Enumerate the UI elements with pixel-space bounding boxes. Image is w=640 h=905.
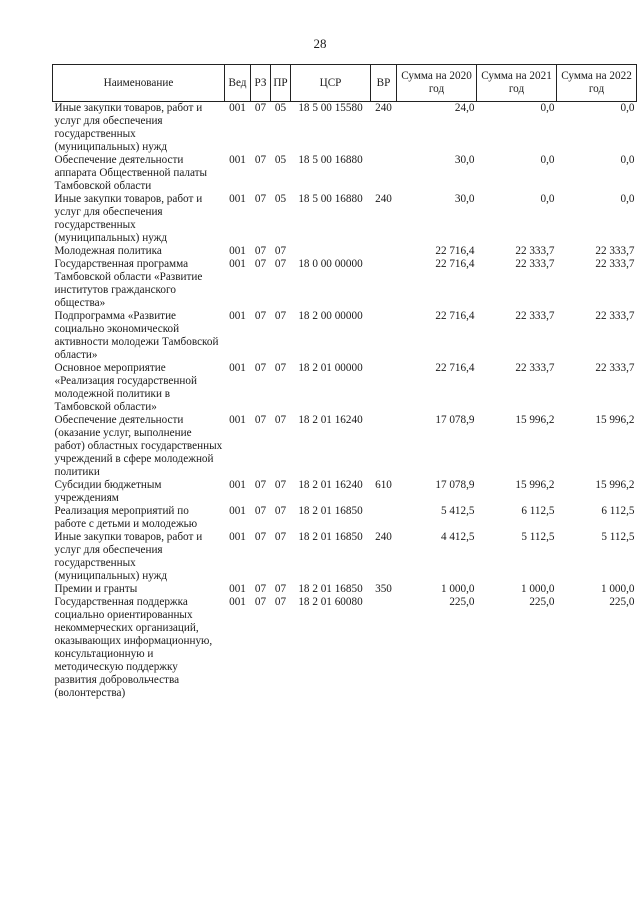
row-vr: 240 [375, 531, 392, 543]
row-rz: 07 [254, 258, 267, 270]
row-sum-2022: 22 333,7 [595, 362, 635, 374]
table-row [53, 258, 637, 310]
row-sum-2020: 4 412,5 [440, 531, 475, 543]
header-rz: РЗ [251, 65, 271, 102]
row-name: Обеспечение деятельности аппарата Общественной палаты Тамбовской области [54, 154, 208, 192]
row-sum-2022: 0,0 [620, 154, 635, 166]
table-row [53, 596, 637, 700]
row-rz: 07 [254, 505, 267, 517]
row-sum-2020: 22 716,4 [435, 362, 475, 374]
row-name: Субсидии бюджетным учреждениям [54, 479, 162, 504]
row-vr [371, 596, 397, 700]
row-ved: 001 [229, 505, 246, 517]
row-ved: 001 [229, 362, 246, 374]
row-sum-2021: 15 996,2 [515, 479, 555, 491]
row-name: Основное мероприятие «Реализация государственной молодежной политики в Тамбовской области» [54, 362, 197, 413]
row-sum-2020: 5 412,5 [440, 505, 475, 517]
row-ved: 001 [229, 154, 246, 166]
row-csr: 18 2 01 16850 [298, 505, 363, 517]
row-csr: 18 5 00 16880 [298, 154, 363, 166]
row-vr: 610 [375, 479, 392, 491]
row-csr: 18 2 01 16850 [298, 531, 363, 543]
row-pr: 05 [274, 154, 287, 166]
row-vr [371, 505, 397, 531]
row-rz: 07 [254, 154, 267, 166]
row-sum-2020: 30,0 [454, 154, 475, 166]
row-vr [371, 414, 397, 479]
row-vr: 240 [375, 193, 392, 205]
row-name: Реализация мероприятий по работе с детьми и молодежью [54, 505, 198, 530]
table-row [53, 193, 637, 245]
row-rz: 07 [254, 362, 267, 374]
row-pr: 07 [274, 362, 287, 374]
row-sum-2020: 22 716,4 [435, 258, 475, 270]
row-sum-2022: 15 996,2 [595, 414, 635, 426]
row-pr: 07 [274, 258, 287, 270]
row-sum-2021: 0,0 [540, 102, 555, 114]
table-row [53, 362, 637, 414]
row-sum-2021: 22 333,7 [515, 258, 555, 270]
budget-table [52, 64, 637, 700]
row-rz: 07 [254, 102, 267, 114]
row-sum-2022: 22 333,7 [595, 245, 635, 257]
row-sum-2021: 1 000,0 [520, 583, 555, 595]
row-sum-2022: 22 333,7 [595, 310, 635, 322]
row-sum-2021: 15 996,2 [515, 414, 555, 426]
row-rz: 07 [254, 479, 267, 491]
row-pr: 07 [274, 310, 287, 322]
row-csr: 18 2 01 60080 [298, 596, 363, 608]
table-row [53, 245, 637, 258]
table-row [53, 310, 637, 362]
row-csr: 18 2 01 00000 [298, 362, 363, 374]
row-csr: 18 5 00 15580 [298, 102, 363, 114]
row-vr: 240 [375, 102, 392, 114]
row-csr: 18 5 00 16880 [298, 193, 363, 205]
row-csr [291, 245, 371, 258]
header-csr: ЦСР [291, 65, 371, 102]
row-name: Подпрограмма «Развитие социально экономической активности молодежи Тамбовской области» [54, 310, 219, 361]
row-name: Премии и гранты [54, 583, 138, 595]
row-pr: 07 [274, 583, 287, 595]
header-ved: Вед [225, 65, 251, 102]
row-ved: 001 [229, 102, 246, 114]
row-rz: 07 [254, 583, 267, 595]
row-sum-2021: 0,0 [540, 154, 555, 166]
row-sum-2021: 6 112,5 [521, 505, 555, 517]
row-rz: 07 [254, 310, 267, 322]
row-sum-2020: 17 078,9 [435, 479, 475, 491]
row-pr: 05 [274, 193, 287, 205]
row-name: Иные закупки товаров, работ и услуг для обеспечения государственных (муниципальных) нужд [54, 531, 203, 582]
row-name: Государственная поддержка социально ориентированных некоммерческих организаций, оказывающих информационную, консультационную и методическую поддержку развития добровольчества (волонтерства) [54, 596, 213, 699]
header-sum-2022: Сумма на 2022 год [557, 65, 637, 102]
row-sum-2021: 22 333,7 [515, 245, 555, 257]
row-ved: 001 [229, 583, 246, 595]
page-number: 28 [313, 36, 327, 51]
row-pr: 05 [274, 102, 287, 114]
header-sum-2021: Сумма на 2021 год [477, 65, 557, 102]
row-rz: 07 [254, 531, 267, 543]
row-sum-2020: 22 716,4 [435, 245, 475, 257]
header-name: Наименование [53, 65, 225, 102]
row-name: Иные закупки товаров, работ и услуг для обеспечения государственных (муниципальных) нужд [54, 102, 203, 153]
row-sum-2022: 22 333,7 [595, 258, 635, 270]
row-sum-2022: 0,0 [620, 193, 635, 205]
row-sum-2020: 225,0 [449, 596, 475, 608]
row-pr: 07 [274, 505, 287, 517]
row-sum-2021: 225,0 [529, 596, 555, 608]
row-name: Государственная программа Тамбовской области «Развитие институтов гражданского общества» [54, 258, 203, 309]
table-row [53, 505, 637, 531]
row-sum-2022: 6 112,5 [601, 505, 635, 517]
row-vr [371, 245, 397, 258]
row-sum-2020: 17 078,9 [435, 414, 475, 426]
row-name: Иные закупки товаров, работ и услуг для обеспечения государственных (муниципальных) нужд [54, 193, 203, 244]
table-row [53, 583, 637, 596]
row-vr: 350 [375, 583, 392, 595]
row-sum-2021: 22 333,7 [515, 362, 555, 374]
table-row [53, 479, 637, 505]
row-csr: 18 2 01 16850 [298, 583, 363, 595]
row-name: Обеспечение деятельности (оказание услуг, выполнение работ) областных государственных учреждений в сфере молодежной политики [54, 414, 223, 478]
row-pr: 07 [274, 479, 287, 491]
row-vr [371, 310, 397, 362]
row-ved: 001 [229, 414, 246, 426]
row-rz: 07 [254, 245, 267, 257]
row-csr: 18 2 01 16240 [298, 479, 363, 491]
row-sum-2022: 15 996,2 [595, 479, 635, 491]
row-vr [371, 154, 397, 193]
table-row [53, 531, 637, 583]
row-ved: 001 [229, 596, 246, 608]
table-row [53, 414, 637, 479]
row-vr [371, 362, 397, 414]
row-pr: 07 [274, 596, 287, 608]
row-pr: 07 [274, 245, 287, 257]
table-header-row [53, 65, 637, 102]
row-sum-2021: 5 112,5 [521, 531, 555, 543]
row-ved: 001 [229, 258, 246, 270]
header-sum-2020: Сумма на 2020 год [397, 65, 477, 102]
row-ved: 001 [229, 310, 246, 322]
row-sum-2020: 30,0 [454, 193, 475, 205]
row-sum-2020: 24,0 [454, 102, 475, 114]
header-vr: ВР [371, 65, 397, 102]
row-ved: 001 [229, 531, 246, 543]
row-csr: 18 0 00 00000 [298, 258, 363, 270]
table-row [53, 154, 637, 193]
row-sum-2021: 22 333,7 [515, 310, 555, 322]
row-ved: 001 [229, 193, 246, 205]
row-csr: 18 2 00 00000 [298, 310, 363, 322]
row-sum-2022: 5 112,5 [601, 531, 635, 543]
row-pr: 07 [274, 531, 287, 543]
row-sum-2020: 1 000,0 [440, 583, 475, 595]
row-csr: 18 2 01 16240 [298, 414, 363, 426]
row-sum-2022: 225,0 [609, 596, 635, 608]
row-sum-2022: 0,0 [620, 102, 635, 114]
table-row [53, 102, 637, 155]
row-ved: 001 [229, 245, 246, 257]
header-pr: ПР [271, 65, 291, 102]
row-sum-2021: 0,0 [540, 193, 555, 205]
row-pr: 07 [274, 414, 287, 426]
row-rz: 07 [254, 414, 267, 426]
row-rz: 07 [254, 193, 267, 205]
row-sum-2022: 1 000,0 [600, 583, 635, 595]
row-sum-2020: 22 716,4 [435, 310, 475, 322]
row-ved: 001 [229, 479, 246, 491]
row-rz: 07 [254, 596, 267, 608]
row-vr [371, 258, 397, 310]
row-name: Молодежная политика [54, 245, 162, 257]
